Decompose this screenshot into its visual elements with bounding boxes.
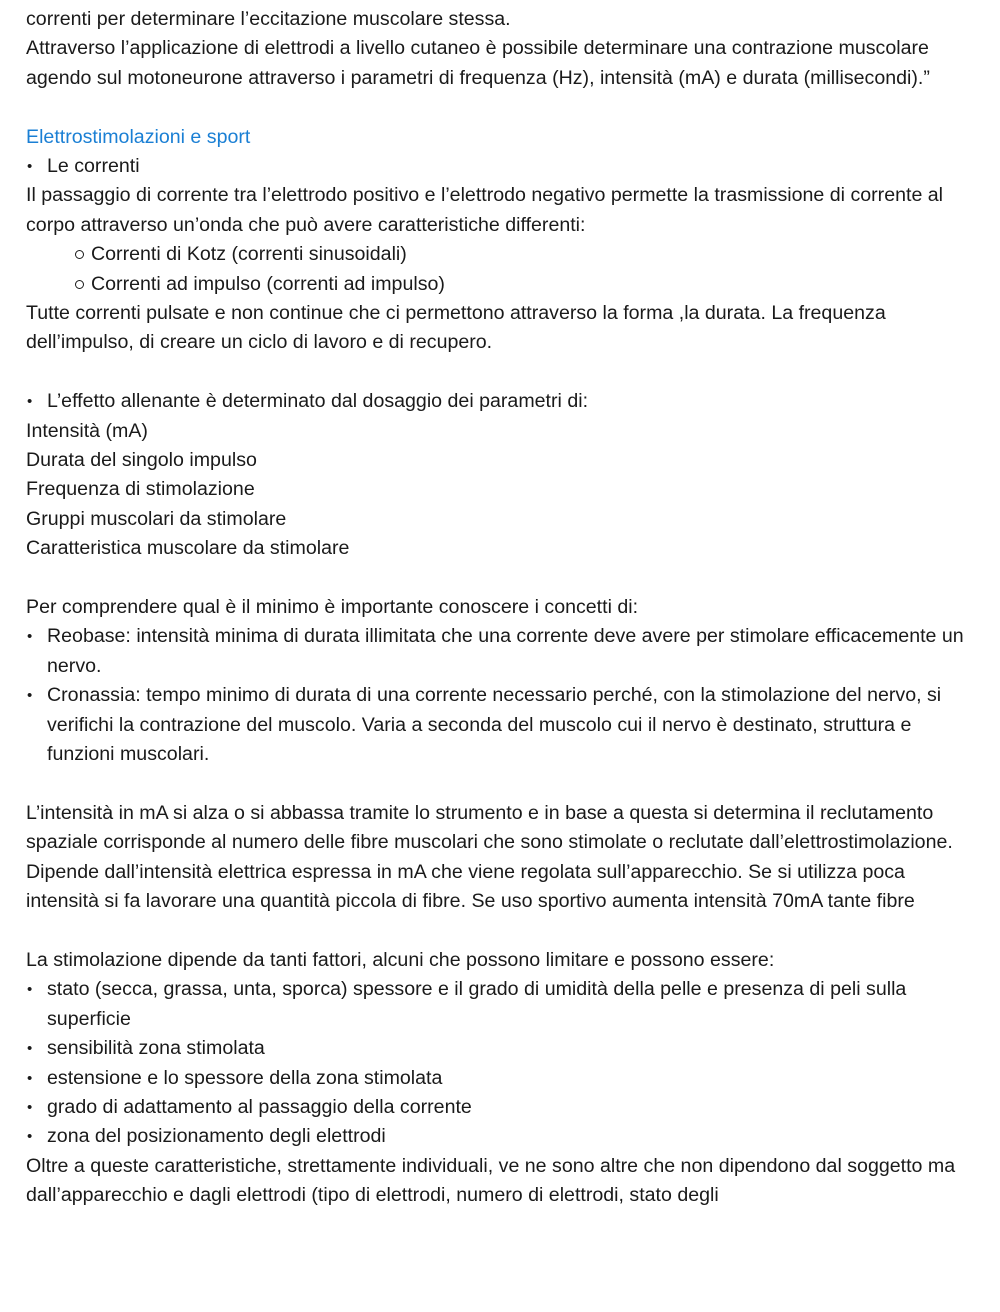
spacer <box>26 917 978 946</box>
intro-paragraph: Attraverso l’applicazione di elettrodi a livello cutaneo è possibile determinare una contrazione muscolare agendo sul motoneurone attraverso i parametri di frequenza (Hz), intensità (mA) e durata (millisecondi).” <box>26 37 930 89</box>
param-item: Caratteristica muscolare da stimolare <box>26 537 350 560</box>
param-item: Intensità (mA) <box>26 419 148 442</box>
bullet-training-effect: • L’effetto allenante è determinato dal dosaggio dei parametri di: <box>26 387 978 416</box>
intro-line: correnti per determinare l’eccitazione muscolare stessa. <box>26 8 511 30</box>
intensity-paragraph-2: Dipende dall’intensità elettrica espressa in mA che viene regolata sull’apparecchio. Se si utilizza poca intensità si fa lavorare una quantità piccola di fibre. Se uso sportivo aumenta intensità 70mA tante fibre <box>26 860 915 913</box>
currents-paragraph: Il passaggio di corrente tra l’elettrodo positivo e l’elettrodo negativo permette la trasmissione di corrente al corpo attraverso un’onda che può avere caratteristiche differenti: <box>26 184 944 236</box>
closing-paragraph: Oltre a queste caratteristiche, strettamente individuali, ve ne sono altre che non dipendono dal soggetto ma dall’apparecchio e dagli elettrodi (tipo di elettrodi, numero di elettrodi, stato degli <box>26 1154 956 1207</box>
current-type-item: Correnti di Kotz (correnti sinusoidali) <box>26 240 978 269</box>
spacer <box>26 770 978 799</box>
spacer <box>26 93 978 122</box>
factor-item: • estensione e lo spessore della zona stimolata <box>26 1064 978 1093</box>
factor-item: • grado di adattamento al passaggio della corrente <box>26 1093 978 1122</box>
concepts-intro: Per comprendere qual è il minimo è importante conoscere i concetti di: <box>26 596 639 619</box>
param-item: Durata del singolo impulso <box>26 449 257 472</box>
factor-item: • sensibilità zona stimolata <box>26 1034 978 1063</box>
factor-item: • zona del posizionamento degli elettrodi <box>26 1122 978 1151</box>
current-type-item: Correnti ad impulso (correnti ad impulso) <box>26 270 978 299</box>
spacer <box>26 358 978 387</box>
pulsed-paragraph: Tutte correnti pulsate e non continue che ci permettono attraverso la forma ,la durata. La frequenza dell’impulso, di creare un ciclo di lavoro e di recupero. <box>26 302 886 354</box>
factor-item: • stato (secca, grassa, unta, sporca) spessore e il grado di umidità della pelle e presenza di peli sulla superficie <box>26 975 978 1034</box>
spacer <box>26 564 978 593</box>
factors-intro: La stimolazione dipende da tanti fattori, alcuni che possono limitare e possono essere: <box>26 948 775 971</box>
document-page <box>26 5 978 1211</box>
intensity-paragraph: L’intensità in mA si alza o si abbassa tramite lo strumento e in base a questa si determina il reclutamento spaziale corrisponde al numero delle fibre muscolari che sono stimolate o reclutate dall’elettrostimolazione. <box>26 801 953 854</box>
concept-cronassia: • Cronassia: tempo minimo di durata di una corrente necessario perché, con la stimolazione del nervo, si verifichi la contrazione del muscolo. Varia a seconda del muscolo cui il nervo è destinato, struttura e funzioni muscolari. <box>26 681 978 769</box>
concept-reobase: • Reobase: intensità minima di durata illimitata che una corrente deve avere per stimolare efficacemente un nervo. <box>26 622 978 681</box>
param-item: Frequenza di stimolazione <box>26 478 255 501</box>
bullet-currents: • Le correnti <box>26 152 978 181</box>
param-item: Gruppi muscolari da stimolare <box>26 507 287 530</box>
section-heading: Elettrostimolazioni e sport <box>26 125 251 148</box>
